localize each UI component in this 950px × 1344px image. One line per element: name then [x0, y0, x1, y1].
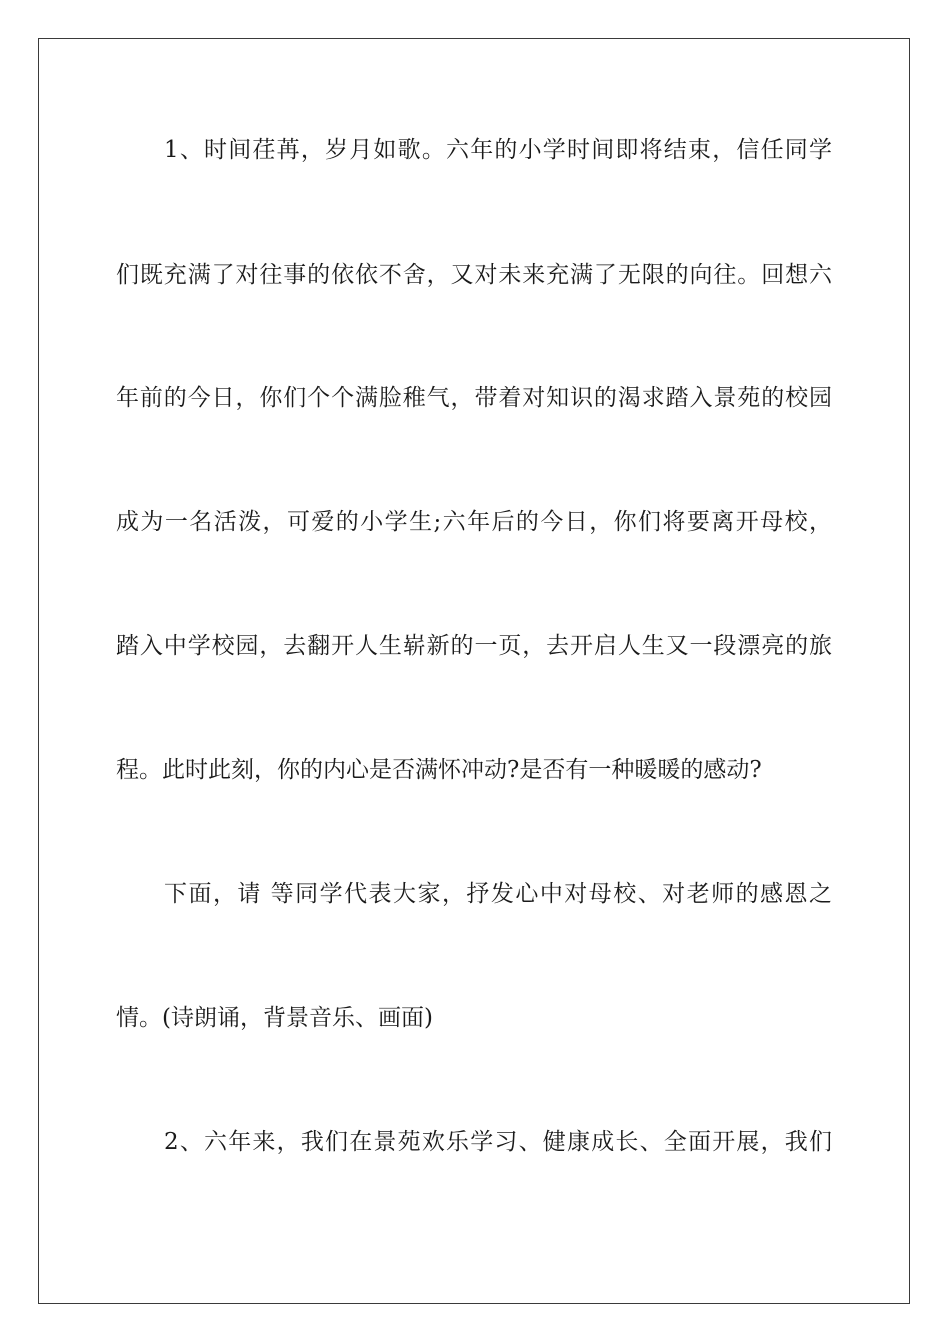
page-border — [38, 38, 910, 1304]
paragraph-2-line-1: 下面，请 等同学代表大家，抒发心中对母校、对老师的感恩之 — [164, 881, 832, 907]
paragraph-1-line-5: 踏入中学校园，去翻开人生崭新的一页，去开启人生又一段漂亮的旅 — [116, 633, 832, 659]
paragraph-3-line-1: 2、六年来，我们在景苑欢乐学习、健康成长、全面开展，我们 — [164, 1129, 832, 1155]
paragraph-1-line-1: 1、时间荏苒，岁月如歌。六年的小学时间即将结束，信任同学 — [164, 137, 832, 163]
paragraph-2-line-2: 情。(诗朗诵，背景音乐、画面) — [116, 1005, 433, 1031]
paragraph-1-line-6: 程。此时此刻，你的内心是否满怀冲动?是否有一种暖暖的感动? — [116, 757, 762, 783]
paragraph-1-line-3: 年前的今日，你们个个满脸稚气，带着对知识的渴求踏入景苑的校园 — [116, 385, 832, 411]
paragraph-1-line-2: 们既充满了对往事的依依不舍，又对未来充满了无限的向往。回想六 — [116, 262, 832, 288]
paragraph-1-line-4: 成为一名活泼，可爱的小学生;六年后的今日，你们将要离开母校， — [116, 509, 832, 535]
